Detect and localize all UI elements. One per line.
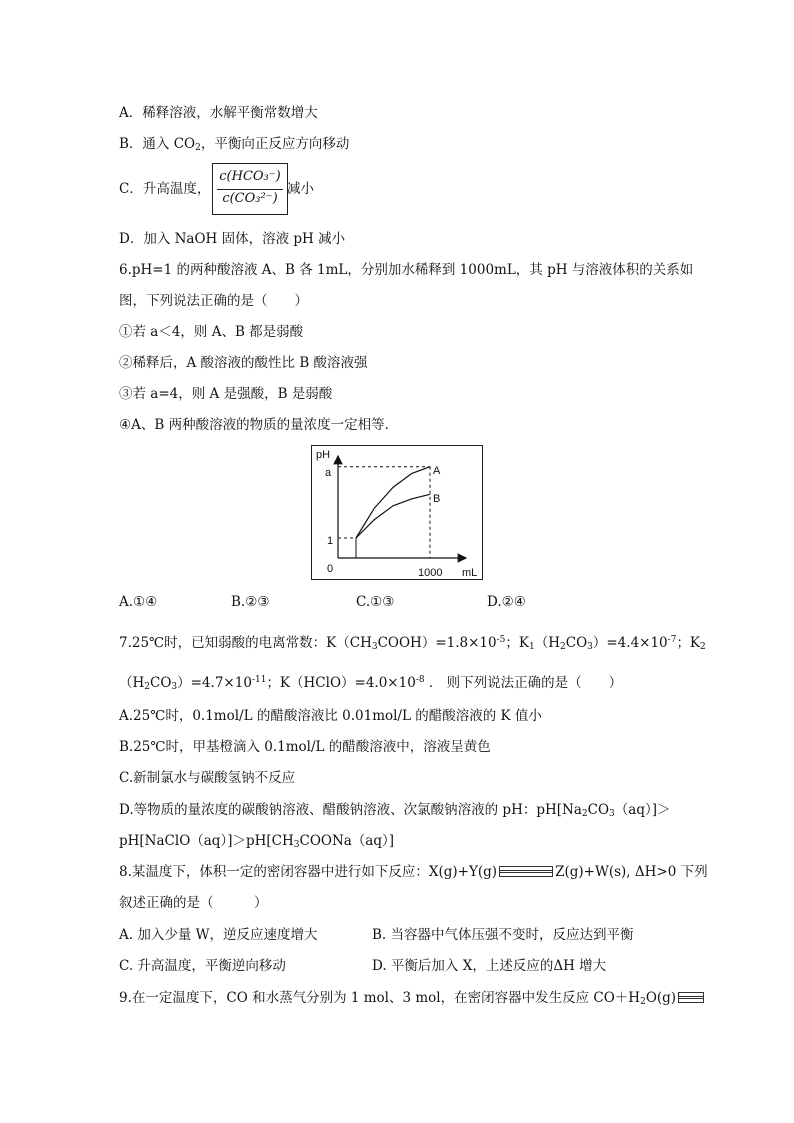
q8-stem-line2: 叙述正确的是（ ） (119, 895, 268, 911)
q7-option-d-line1: D.等物质的量浓度的碳酸钠溶液、醋酸钠溶液、次氯酸钠溶液的 pH：$pH[Na_2CO_3(aq)]>$ (119, 802, 671, 819)
q5-option-b: B．通入 $CO_2$，平衡向正反应方向移动 (119, 136, 350, 153)
ph-dilution-chart (311, 445, 483, 580)
q5-option-a: A．稀释溶液，水解平衡常数增大 (119, 105, 318, 121)
q8-option-c: C. 升高温度，平衡逆向移动 (119, 958, 286, 974)
q7-option-a: A.25℃时，0.1mol/L 的醋酸溶液比 0.01mol/L 的醋酸溶液的 K 值小 (119, 708, 542, 724)
series-line-b (356, 494, 430, 538)
y-axis-label: pH (316, 449, 331, 461)
x-axis-label: mL (462, 567, 478, 579)
q6-option-d[interactable]: D.②④ (487, 594, 526, 610)
x-tick-0: 0 (327, 563, 334, 575)
q6-statement-2: ②稀释后，A 酸溶液的酸性比 B 酸溶液强 (119, 355, 368, 371)
q6-statement-4: ④A、B 两种酸溶液的物质的量浓度一定相等． (119, 417, 399, 433)
q8-option-b: B. 当容器中气体压强不变时，反应达到平衡 (372, 927, 634, 943)
fraction-bar (217, 189, 283, 190)
q8-stem-line1: 8.某温度下，体积一定的密闭容器中进行如下反应：X(g)+Y(g) Z(g)+W(s), ΔH>0 下列 (119, 864, 708, 880)
q6-stem-line1: 6.pH=1 的两种酸溶液 A、B 各 1mL，分别加水稀释到 1000mL，其 pH 与溶液体积的关系如 (119, 262, 694, 278)
q7-option-c: C.新制氯水与碳酸氢钠不反应 (119, 770, 296, 786)
q8-option-a: A. 加入少量 W，逆反应速度增大 (119, 927, 318, 943)
q6-statement-3: ③若 a=4，则 A 是强酸，B 是弱酸 (119, 386, 333, 402)
q6-option-b[interactable]: B.②③ (231, 594, 270, 610)
fraction-numerator: c(HCO₃⁻) (219, 169, 281, 184)
y-tick-1: 1 (327, 535, 334, 547)
q7-option-d-line2: $pH[NaClO(aq)]>pH[CH_3COONa(aq)]$ (119, 833, 395, 850)
q5-option-c-fraction (212, 163, 288, 215)
q6-stem-line2: 图，下列说法正确的是（ ） (119, 293, 308, 309)
curves (356, 467, 430, 538)
q8-option-d: D. 平衡后加入 X，上述反应的ΔH 增大 (372, 958, 607, 974)
q7-stem-line1: 7.25℃时，已知弱酸的电离常数：$K(CH_3COOH)=1.8\times 10^{-5}$；$K_1(H_2CO_3)=4.4\times 10^{-7}$；$K_2$ (119, 635, 706, 652)
fraction-denominator: c(CO₃²⁻) (222, 191, 278, 206)
q7-stem-line2: $(H_2CO_3)=4.7\times 10^{-11}$；$K(HClO)=4.0\times 10^{-8}$ ． 则下列说法正确的是（ ） (119, 675, 623, 692)
ph-dilution-chart-svg (312, 446, 482, 579)
q6-option-c[interactable]: C.①③ (356, 594, 395, 610)
q5-option-c-suffix: 减小 (287, 181, 314, 197)
equilibrium-arrow-icon (678, 992, 704, 1003)
series-label-b: B (433, 493, 441, 505)
q7-option-b: B.25℃时，甲基橙滴入 0.1mol/L 的醋酸溶液中，溶液呈黄色 (119, 739, 491, 755)
q5-option-c-label: C．升高温度， (119, 181, 211, 197)
q6-option-a[interactable]: A.①④ (119, 594, 158, 610)
series-label-a: A (433, 465, 441, 477)
y-tick-a: a (325, 467, 332, 479)
x-tick-1000: 1000 (418, 567, 443, 579)
q5-option-d: D．加入 NaOH 固体，溶液 pH 减小 (119, 231, 346, 247)
q9-stem-line1: 9.在一定温度下，CO 和水蒸气分别为 1 mol、3 mol，在密闭容器中发生反应 $CO+H_2O(g)$ (119, 989, 706, 1011)
q6-statement-1: ①若 a＜4，则 A、B 都是弱酸 (119, 324, 304, 340)
equilibrium-arrow-icon (499, 866, 553, 877)
